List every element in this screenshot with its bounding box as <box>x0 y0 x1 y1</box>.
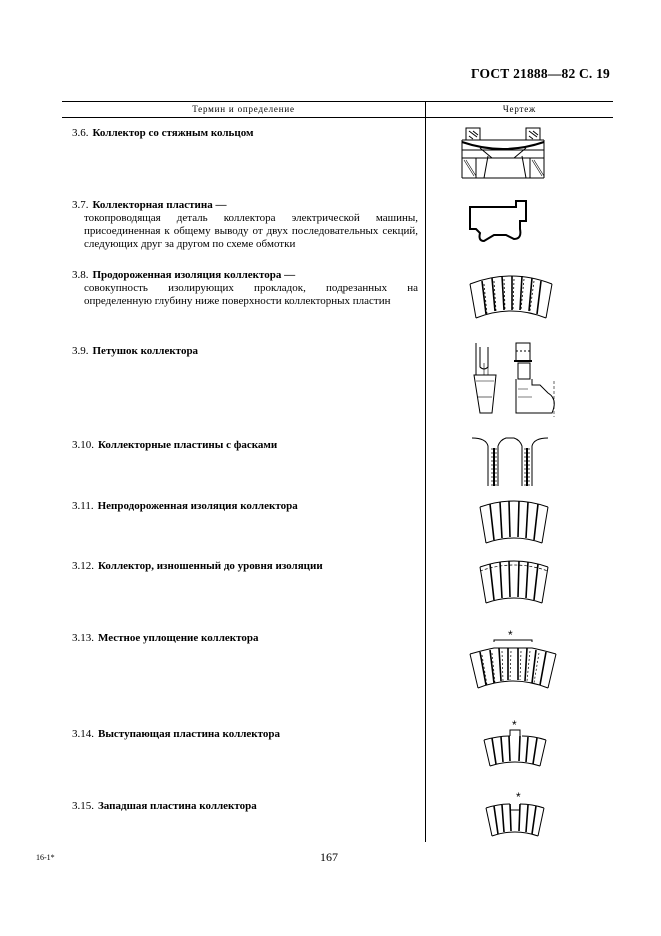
footer-code: 16-1* <box>36 853 55 862</box>
term-entry-3-7 <box>72 199 418 251</box>
column-header-terms: Термин и определение <box>192 104 295 114</box>
commutator-with-clamping-ring-icon <box>458 124 548 180</box>
term-title: Выступающая пластина коллектора <box>98 728 281 740</box>
flush-insulation-icon <box>478 497 550 545</box>
term-entry-3-9 <box>72 345 418 358</box>
commutator-bar-icon <box>466 199 530 245</box>
term-number: 3.6. <box>72 127 89 139</box>
term-number: 3.13. <box>72 632 94 644</box>
asterisk-marker: * <box>508 628 513 642</box>
term-title: Коллектор, изношенный до уровня изоляции <box>98 560 323 572</box>
term-entry-3-13 <box>72 632 418 645</box>
term-number: 3.10. <box>72 439 94 451</box>
commutator-riser-icon <box>462 341 562 421</box>
term-entry-3-15 <box>72 800 418 813</box>
term-number: 3.9. <box>72 345 89 357</box>
chamfered-bars-icon <box>470 432 550 488</box>
undercut-insulation-icon <box>466 270 556 320</box>
term-number: 3.8. <box>72 269 89 281</box>
term-title: Продороженная изоляция коллектора — <box>92 269 296 281</box>
term-number: 3.7. <box>72 199 89 211</box>
worn-commutator-icon <box>478 557 550 605</box>
term-title: Коллекторная пластина — <box>92 199 227 211</box>
table-header-rule <box>62 117 613 118</box>
term-number: 3.15. <box>72 800 94 812</box>
term-entry-3-6 <box>72 127 418 140</box>
term-title: Петушок коллектора <box>92 345 199 357</box>
asterisk-marker: * <box>512 718 517 732</box>
column-divider <box>425 101 426 842</box>
term-title: Непродороженная изоляция коллектора <box>97 500 298 512</box>
column-header-drawing: Чертеж <box>502 104 537 114</box>
page-header: ГОСТ 21888—82 С. 19 <box>471 66 610 81</box>
term-title: Местное уплощение коллектора <box>98 632 259 644</box>
term-number: 3.11. <box>72 500 94 512</box>
term-number: 3.12. <box>72 560 94 572</box>
term-entry-3-10 <box>72 439 418 452</box>
page-number: 167 <box>320 850 338 864</box>
term-entry-3-11 <box>72 500 418 513</box>
term-title: Западшая пластина коллектора <box>98 800 257 812</box>
term-entry-3-14 <box>72 728 418 741</box>
term-definition: совокупность изолирующих прокладок, подрезанных на определенную глубину ниже поверхности коллекторных пластин <box>84 282 418 307</box>
term-title: Коллекторные пластины с фасками <box>98 439 278 451</box>
term-title: Коллектор со стяжным кольцом <box>92 127 254 139</box>
asterisk-marker: * <box>516 790 521 804</box>
term-number: 3.14. <box>72 728 94 740</box>
term-definition: токопроводящая деталь коллектора электрической машины, присоединенная к общему выводу от двух последовательных секций, следующих друг за другом по схеме обмотки <box>84 212 418 250</box>
term-entry-3-12 <box>72 560 418 573</box>
term-entry-3-8 <box>72 269 418 308</box>
table-top-rule <box>62 101 613 102</box>
